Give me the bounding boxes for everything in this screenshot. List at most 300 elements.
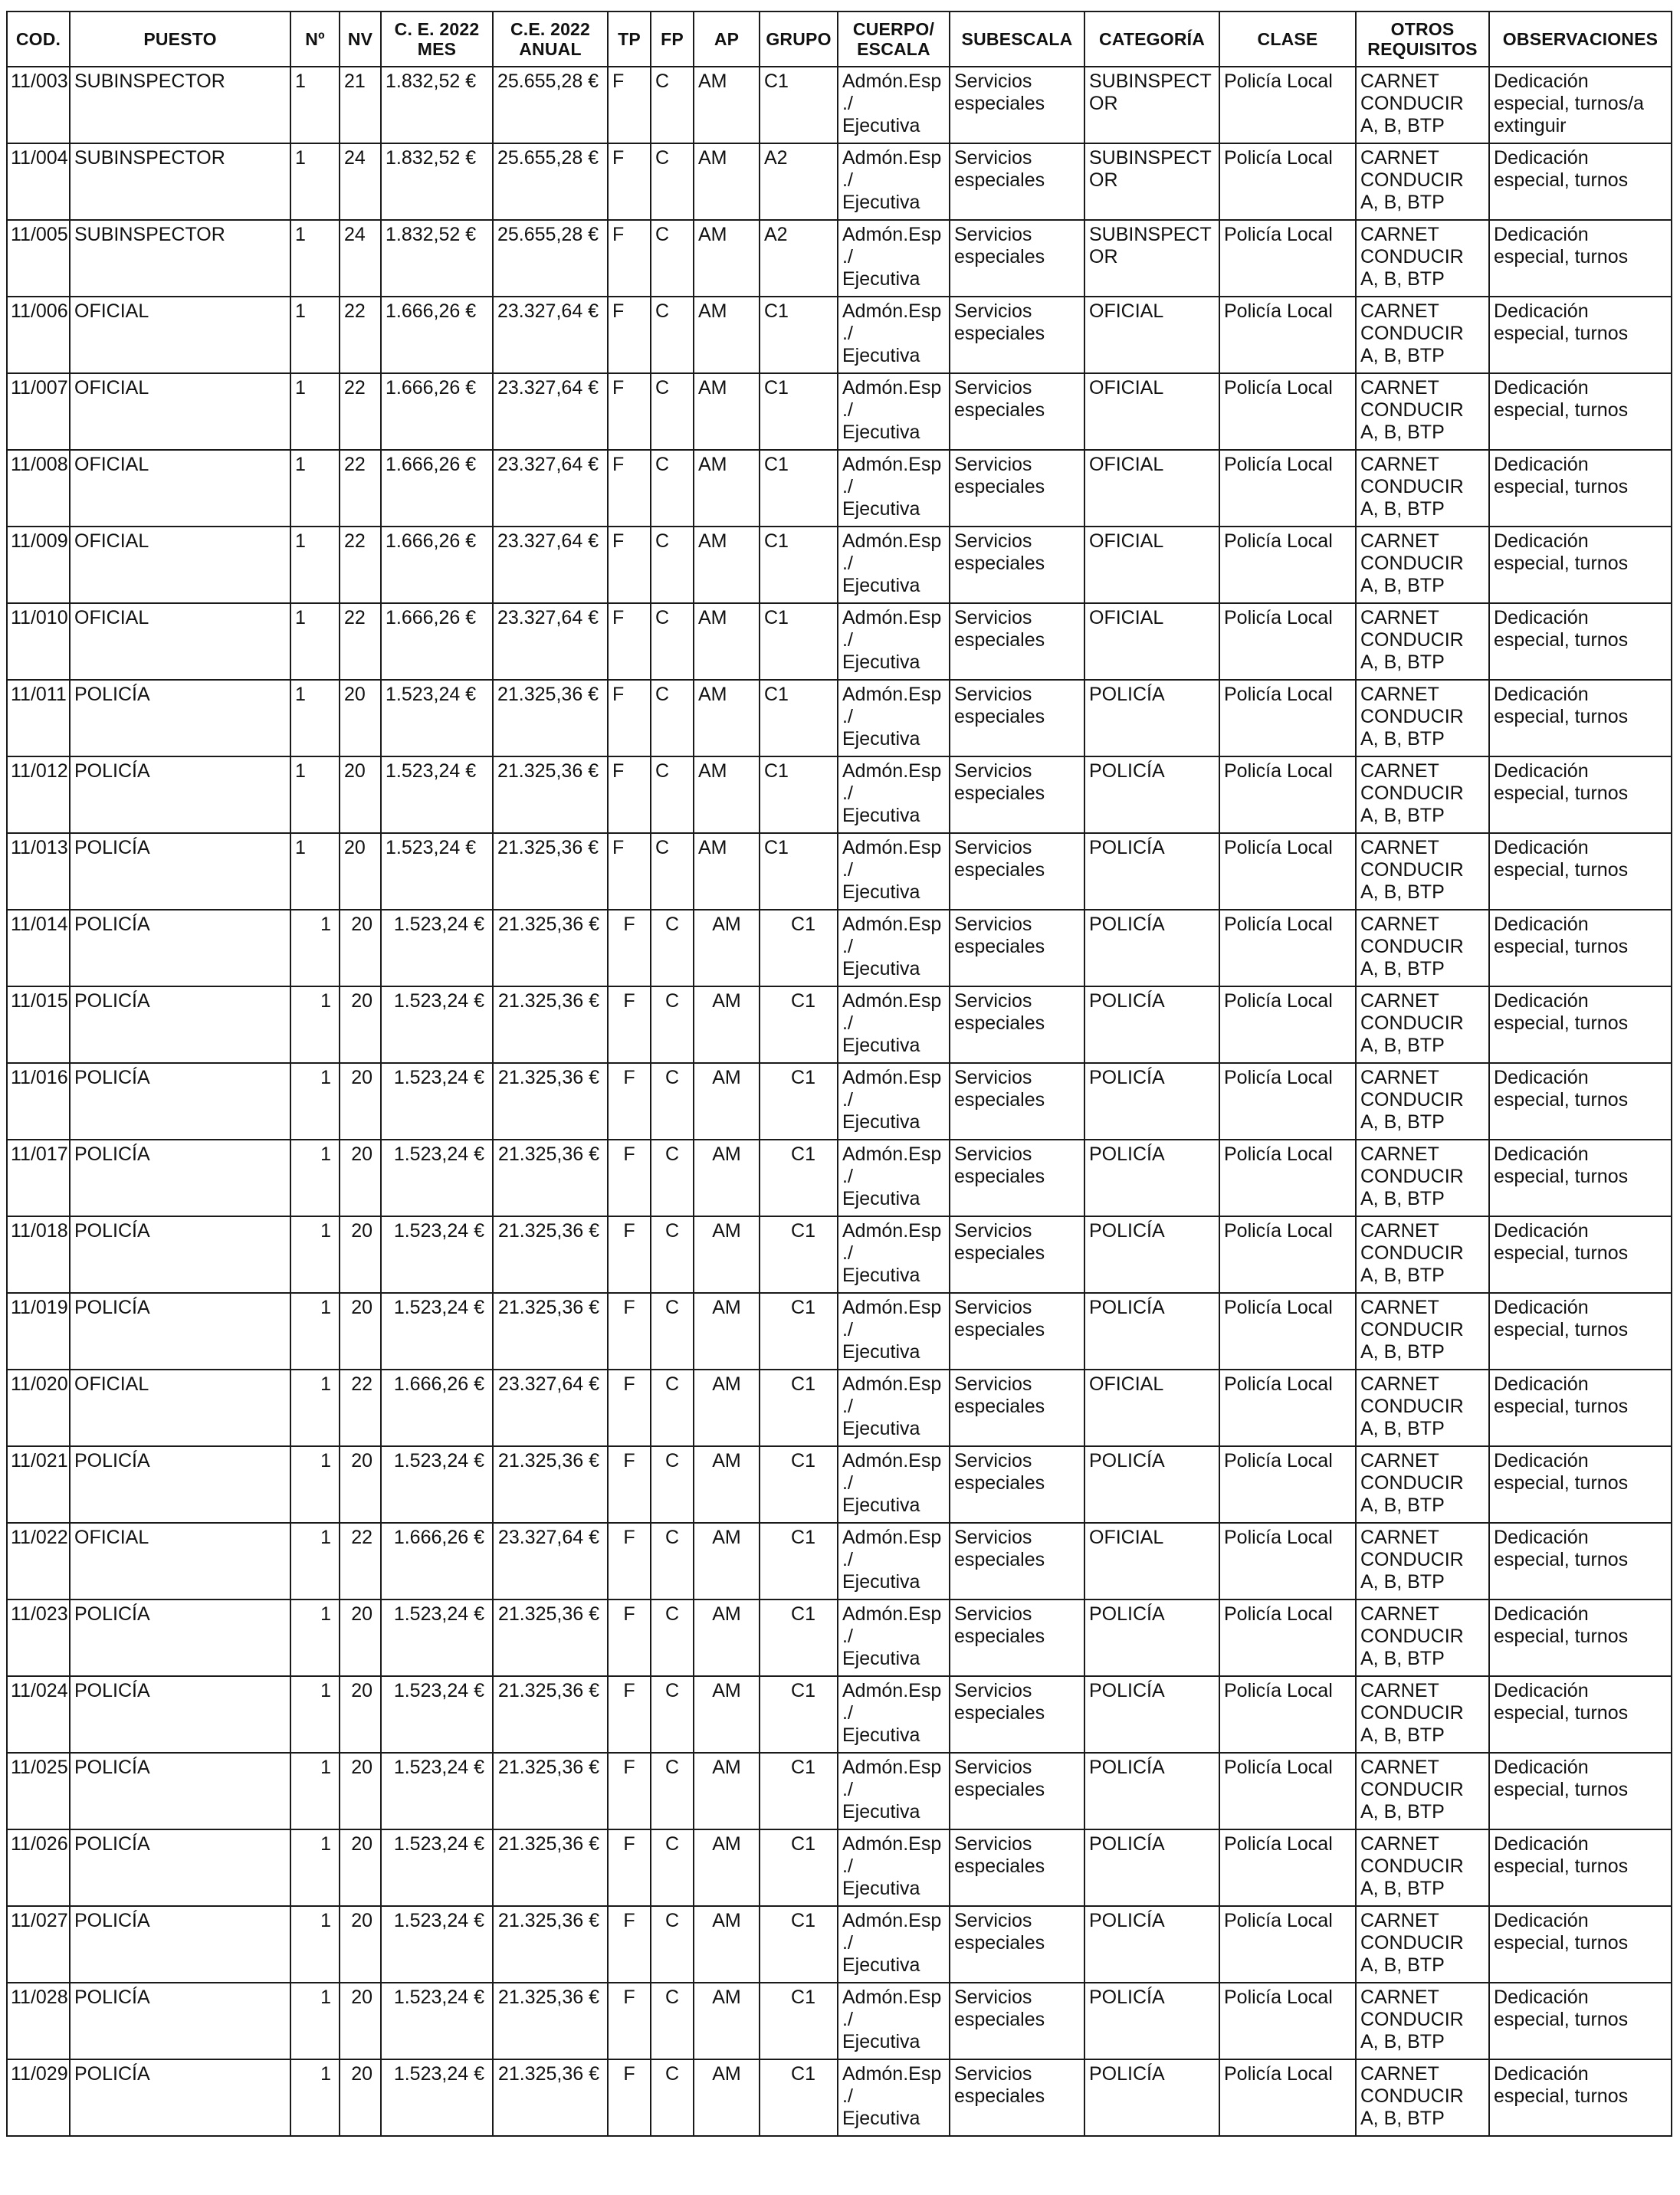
table-row (7, 1446, 1672, 1523)
table-row (7, 1140, 1672, 1216)
cell-puesto: POLICÍA (70, 986, 290, 1063)
cell-categoria: POLICÍA (1084, 833, 1219, 910)
cell-puesto: POLICÍA (70, 756, 290, 833)
cell-num: 1 (290, 373, 340, 450)
cell-grupo: C1 (760, 986, 838, 1063)
cell-categoria: OFICIAL (1084, 527, 1219, 603)
cell-ap: AM (694, 1753, 760, 1829)
cell-nv: 20 (340, 1753, 381, 1829)
cell-ce-anual: 23.327,64 € (493, 527, 608, 603)
cell-cod: 11/007 (7, 373, 70, 450)
cell-subescala: Servicios especiales (950, 527, 1084, 603)
cell-num: 1 (290, 1140, 340, 1216)
cell-observaciones: Dedicación especial, turnos (1489, 1370, 1672, 1446)
cell-cod: 11/017 (7, 1140, 70, 1216)
cell-cuerpo-escala: Admón.Esp ./ Ejecutiva (838, 1599, 950, 1676)
cell-tp: F (608, 1906, 651, 1983)
cell-ap: AM (694, 1983, 760, 2059)
cell-ce-mes: 1.666,26 € (381, 1370, 493, 1446)
cell-cuerpo-escala: Admón.Esp ./ Ejecutiva (838, 143, 950, 220)
cell-otros-requisitos: CARNET CONDUCIR A, B, BTP (1356, 143, 1489, 220)
cell-nv: 20 (340, 1216, 381, 1293)
header-observaciones: OBSERVACIONES (1489, 11, 1672, 67)
header-nv: NV (340, 11, 381, 67)
cell-ap: AM (694, 373, 760, 450)
table-row (7, 1370, 1672, 1446)
cell-cod: 11/027 (7, 1906, 70, 1983)
cell-clase: Policía Local (1219, 297, 1356, 373)
cell-tp: F (608, 1140, 651, 1216)
cell-ce-anual: 21.325,36 € (493, 986, 608, 1063)
cell-subescala: Servicios especiales (950, 1063, 1084, 1140)
cell-ce-mes: 1.523,24 € (381, 1446, 493, 1523)
cell-ap: AM (694, 603, 760, 680)
cell-grupo: C1 (760, 1676, 838, 1753)
cell-subescala: Servicios especiales (950, 756, 1084, 833)
header-cuerpo-escala: CUERPO/ ESCALA (838, 11, 950, 67)
cell-ce-mes: 1.666,26 € (381, 450, 493, 527)
cell-subescala: Servicios especiales (950, 67, 1084, 143)
cell-observaciones: Dedicación especial, turnos (1489, 1293, 1672, 1370)
cell-grupo: C1 (760, 1370, 838, 1446)
cell-cuerpo-escala: Admón.Esp ./ Ejecutiva (838, 2059, 950, 2136)
cell-tp: F (608, 756, 651, 833)
cell-clase: Policía Local (1219, 756, 1356, 833)
cell-cuerpo-escala: Admón.Esp ./ Ejecutiva (838, 1063, 950, 1140)
cell-clase: Policía Local (1219, 143, 1356, 220)
table-row (7, 1676, 1672, 1753)
cell-nv: 24 (340, 143, 381, 220)
cell-fp: C (651, 1140, 694, 1216)
cell-ce-anual: 21.325,36 € (493, 1293, 608, 1370)
cell-observaciones: Dedicación especial, turnos (1489, 527, 1672, 603)
cell-tp: F (608, 1983, 651, 2059)
cell-nv: 22 (340, 297, 381, 373)
cell-puesto: OFICIAL (70, 297, 290, 373)
cell-num: 1 (290, 1523, 340, 1599)
table-row (7, 2059, 1672, 2136)
cell-grupo: C1 (760, 373, 838, 450)
cell-subescala: Servicios especiales (950, 1446, 1084, 1523)
table-row (7, 220, 1672, 297)
table-row (7, 450, 1672, 527)
cell-nv: 20 (340, 680, 381, 756)
header-cod: COD. (7, 11, 70, 67)
cell-puesto: POLICÍA (70, 1293, 290, 1370)
cell-ce-anual: 21.325,36 € (493, 1906, 608, 1983)
cell-puesto: POLICÍA (70, 2059, 290, 2136)
cell-categoria: POLICÍA (1084, 1829, 1219, 1906)
cell-ce-mes: 1.523,24 € (381, 2059, 493, 2136)
cell-grupo: C1 (760, 1523, 838, 1599)
cell-ce-mes: 1.523,24 € (381, 1676, 493, 1753)
cell-tp: F (608, 1523, 651, 1599)
cell-grupo: C1 (760, 1906, 838, 1983)
cell-observaciones: Dedicación especial, turnos (1489, 603, 1672, 680)
cell-ce-mes: 1.666,26 € (381, 373, 493, 450)
cell-num: 1 (290, 527, 340, 603)
cell-ap: AM (694, 450, 760, 527)
cell-num: 1 (290, 1983, 340, 2059)
cell-cuerpo-escala: Admón.Esp ./ Ejecutiva (838, 833, 950, 910)
cell-ap: AM (694, 1906, 760, 1983)
cell-categoria: POLICÍA (1084, 1906, 1219, 1983)
cell-subescala: Servicios especiales (950, 1293, 1084, 1370)
header-categoria: CATEGORÍA (1084, 11, 1219, 67)
cell-ce-anual: 21.325,36 € (493, 1829, 608, 1906)
cell-fp: C (651, 756, 694, 833)
cell-otros-requisitos: CARNET CONDUCIR A, B, BTP (1356, 67, 1489, 143)
cell-cuerpo-escala: Admón.Esp ./ Ejecutiva (838, 1216, 950, 1293)
table-row (7, 833, 1672, 910)
cell-clase: Policía Local (1219, 603, 1356, 680)
cell-tp: F (608, 450, 651, 527)
cell-num: 1 (290, 1293, 340, 1370)
cell-grupo: A2 (760, 143, 838, 220)
cell-cuerpo-escala: Admón.Esp ./ Ejecutiva (838, 1983, 950, 2059)
cell-observaciones: Dedicación especial, turnos (1489, 1829, 1672, 1906)
cell-cuerpo-escala: Admón.Esp ./ Ejecutiva (838, 1676, 950, 1753)
cell-categoria: POLICÍA (1084, 1599, 1219, 1676)
cell-puesto: POLICÍA (70, 1599, 290, 1676)
cell-grupo: C1 (760, 680, 838, 756)
cell-cod: 11/025 (7, 1753, 70, 1829)
cell-otros-requisitos: CARNET CONDUCIR A, B, BTP (1356, 986, 1489, 1063)
cell-categoria: POLICÍA (1084, 1983, 1219, 2059)
cell-ce-mes: 1.832,52 € (381, 143, 493, 220)
cell-cuerpo-escala: Admón.Esp ./ Ejecutiva (838, 220, 950, 297)
cell-ce-anual: 21.325,36 € (493, 910, 608, 986)
table-row (7, 1983, 1672, 2059)
cell-ce-mes: 1.523,24 € (381, 680, 493, 756)
cell-ce-anual: 21.325,36 € (493, 1140, 608, 1216)
header-grupo: GRUPO (760, 11, 838, 67)
cell-otros-requisitos: CARNET CONDUCIR A, B, BTP (1356, 297, 1489, 373)
cell-ap: AM (694, 833, 760, 910)
cell-fp: C (651, 1370, 694, 1446)
cell-otros-requisitos: CARNET CONDUCIR A, B, BTP (1356, 2059, 1489, 2136)
header-fp: FP (651, 11, 694, 67)
cell-fp: C (651, 1293, 694, 1370)
cell-nv: 20 (340, 1983, 381, 2059)
cell-cuerpo-escala: Admón.Esp ./ Ejecutiva (838, 1446, 950, 1523)
cell-otros-requisitos: CARNET CONDUCIR A, B, BTP (1356, 1829, 1489, 1906)
cell-tp: F (608, 527, 651, 603)
cell-nv: 20 (340, 910, 381, 986)
cell-tp: F (608, 1599, 651, 1676)
cell-subescala: Servicios especiales (950, 220, 1084, 297)
cell-num: 1 (290, 986, 340, 1063)
cell-observaciones: Dedicación especial, turnos (1489, 2059, 1672, 2136)
cell-ap: AM (694, 1216, 760, 1293)
cell-tp: F (608, 1829, 651, 1906)
cell-ce-anual: 21.325,36 € (493, 1063, 608, 1140)
cell-cod: 11/022 (7, 1523, 70, 1599)
cell-subescala: Servicios especiales (950, 1523, 1084, 1599)
table-row (7, 910, 1672, 986)
cell-grupo: C1 (760, 756, 838, 833)
cell-cuerpo-escala: Admón.Esp ./ Ejecutiva (838, 1140, 950, 1216)
cell-otros-requisitos: CARNET CONDUCIR A, B, BTP (1356, 373, 1489, 450)
cell-categoria: SUBINSPECT OR (1084, 67, 1219, 143)
cell-tp: F (608, 1216, 651, 1293)
cell-clase: Policía Local (1219, 1599, 1356, 1676)
cell-grupo: C1 (760, 1829, 838, 1906)
cell-categoria: POLICÍA (1084, 2059, 1219, 2136)
cell-grupo: C1 (760, 1140, 838, 1216)
cell-categoria: POLICÍA (1084, 1140, 1219, 1216)
cell-num: 1 (290, 2059, 340, 2136)
cell-puesto: OFICIAL (70, 1523, 290, 1599)
cell-nv: 22 (340, 373, 381, 450)
cell-num: 1 (290, 297, 340, 373)
cell-ce-mes: 1.523,24 € (381, 1829, 493, 1906)
cell-cuerpo-escala: Admón.Esp ./ Ejecutiva (838, 1293, 950, 1370)
cell-categoria: POLICÍA (1084, 1446, 1219, 1523)
cell-ce-anual: 23.327,64 € (493, 450, 608, 527)
cell-clase: Policía Local (1219, 373, 1356, 450)
cell-tp: F (608, 833, 651, 910)
cell-num: 1 (290, 1216, 340, 1293)
header-tp: TP (608, 11, 651, 67)
cell-subescala: Servicios especiales (950, 450, 1084, 527)
table-row (7, 1753, 1672, 1829)
cell-ce-mes: 1.523,24 € (381, 1293, 493, 1370)
cell-ce-anual: 21.325,36 € (493, 1599, 608, 1676)
cell-otros-requisitos: CARNET CONDUCIR A, B, BTP (1356, 833, 1489, 910)
cell-nv: 20 (340, 833, 381, 910)
cell-ap: AM (694, 1370, 760, 1446)
cell-observaciones: Dedicación especial, turnos (1489, 373, 1672, 450)
cell-ce-mes: 1.523,24 € (381, 1906, 493, 1983)
cell-num: 1 (290, 603, 340, 680)
cell-categoria: POLICÍA (1084, 680, 1219, 756)
cell-observaciones: Dedicación especial, turnos/a extinguir (1489, 67, 1672, 143)
cell-nv: 20 (340, 1676, 381, 1753)
cell-clase: Policía Local (1219, 680, 1356, 756)
cell-cuerpo-escala: Admón.Esp ./ Ejecutiva (838, 297, 950, 373)
header-ap: AP (694, 11, 760, 67)
cell-clase: Policía Local (1219, 450, 1356, 527)
cell-grupo: C1 (760, 1983, 838, 2059)
cell-fp: C (651, 1063, 694, 1140)
cell-tp: F (608, 986, 651, 1063)
cell-fp: C (651, 297, 694, 373)
cell-num: 1 (290, 1063, 340, 1140)
cell-fp: C (651, 833, 694, 910)
cell-cod: 11/005 (7, 220, 70, 297)
cell-ce-mes: 1.666,26 € (381, 603, 493, 680)
cell-cod: 11/011 (7, 680, 70, 756)
cell-ce-mes: 1.832,52 € (381, 220, 493, 297)
cell-ap: AM (694, 910, 760, 986)
cell-puesto: POLICÍA (70, 1063, 290, 1140)
cell-clase: Policía Local (1219, 1523, 1356, 1599)
cell-ap: AM (694, 1676, 760, 1753)
cell-otros-requisitos: CARNET CONDUCIR A, B, BTP (1356, 1446, 1489, 1523)
cell-otros-requisitos: CARNET CONDUCIR A, B, BTP (1356, 1906, 1489, 1983)
cell-ap: AM (694, 143, 760, 220)
cell-ce-mes: 1.523,24 € (381, 756, 493, 833)
table-row (7, 143, 1672, 220)
cell-subescala: Servicios especiales (950, 1829, 1084, 1906)
cell-cuerpo-escala: Admón.Esp ./ Ejecutiva (838, 450, 950, 527)
cell-ce-anual: 21.325,36 € (493, 1753, 608, 1829)
cell-ce-anual: 23.327,64 € (493, 297, 608, 373)
cell-tp: F (608, 2059, 651, 2136)
cell-cuerpo-escala: Admón.Esp ./ Ejecutiva (838, 67, 950, 143)
cell-cod: 11/028 (7, 1983, 70, 2059)
header-row (7, 11, 1672, 67)
cell-tp: F (608, 67, 651, 143)
cell-num: 1 (290, 910, 340, 986)
cell-otros-requisitos: CARNET CONDUCIR A, B, BTP (1356, 1063, 1489, 1140)
cell-fp: C (651, 1906, 694, 1983)
cell-clase: Policía Local (1219, 1676, 1356, 1753)
cell-observaciones: Dedicación especial, turnos (1489, 1676, 1672, 1753)
cell-clase: Policía Local (1219, 986, 1356, 1063)
cell-cod: 11/016 (7, 1063, 70, 1140)
cell-num: 1 (290, 67, 340, 143)
cell-clase: Policía Local (1219, 67, 1356, 143)
cell-num: 1 (290, 1599, 340, 1676)
cell-clase: Policía Local (1219, 1753, 1356, 1829)
cell-cuerpo-escala: Admón.Esp ./ Ejecutiva (838, 1523, 950, 1599)
cell-grupo: C1 (760, 603, 838, 680)
cell-tp: F (608, 143, 651, 220)
cell-categoria: POLICÍA (1084, 1216, 1219, 1293)
cell-puesto: POLICÍA (70, 833, 290, 910)
cell-puesto: POLICÍA (70, 1983, 290, 2059)
cell-cod: 11/018 (7, 1216, 70, 1293)
cell-otros-requisitos: CARNET CONDUCIR A, B, BTP (1356, 220, 1489, 297)
cell-puesto: POLICÍA (70, 1446, 290, 1523)
cell-fp: C (651, 1446, 694, 1523)
table-body (7, 67, 1672, 2136)
cell-fp: C (651, 603, 694, 680)
cell-nv: 21 (340, 67, 381, 143)
table-row (7, 67, 1672, 143)
cell-tp: F (608, 910, 651, 986)
cell-cuerpo-escala: Admón.Esp ./ Ejecutiva (838, 1906, 950, 1983)
cell-clase: Policía Local (1219, 220, 1356, 297)
table-row (7, 1293, 1672, 1370)
cell-nv: 20 (340, 756, 381, 833)
cell-fp: C (651, 143, 694, 220)
cell-clase: Policía Local (1219, 1140, 1356, 1216)
cell-cod: 11/006 (7, 297, 70, 373)
header-otros-requisitos: OTROS REQUISITOS (1356, 11, 1489, 67)
cell-categoria: OFICIAL (1084, 373, 1219, 450)
cell-observaciones: Dedicación especial, turnos (1489, 1523, 1672, 1599)
cell-ap: AM (694, 527, 760, 603)
cell-puesto: POLICÍA (70, 1906, 290, 1983)
cell-tp: F (608, 1446, 651, 1523)
cell-nv: 20 (340, 1829, 381, 1906)
cell-ce-anual: 21.325,36 € (493, 1983, 608, 2059)
cell-fp: C (651, 910, 694, 986)
cell-ce-anual: 21.325,36 € (493, 680, 608, 756)
cell-cuerpo-escala: Admón.Esp ./ Ejecutiva (838, 1829, 950, 1906)
cell-otros-requisitos: CARNET CONDUCIR A, B, BTP (1356, 1676, 1489, 1753)
cell-cuerpo-escala: Admón.Esp ./ Ejecutiva (838, 373, 950, 450)
cell-fp: C (651, 220, 694, 297)
cell-ce-mes: 1.523,24 € (381, 1753, 493, 1829)
cell-categoria: SUBINSPECT OR (1084, 220, 1219, 297)
cell-cod: 11/024 (7, 1676, 70, 1753)
cell-ce-mes: 1.523,24 € (381, 986, 493, 1063)
cell-ap: AM (694, 1599, 760, 1676)
cell-ce-mes: 1.832,52 € (381, 67, 493, 143)
cell-ce-anual: 23.327,64 € (493, 603, 608, 680)
cell-cuerpo-escala: Admón.Esp ./ Ejecutiva (838, 910, 950, 986)
table-row (7, 297, 1672, 373)
cell-categoria: OFICIAL (1084, 450, 1219, 527)
cell-puesto: SUBINSPECTOR (70, 67, 290, 143)
cell-observaciones: Dedicación especial, turnos (1489, 1983, 1672, 2059)
cell-fp: C (651, 680, 694, 756)
cell-categoria: OFICIAL (1084, 1523, 1219, 1599)
cell-observaciones: Dedicación especial, turnos (1489, 1216, 1672, 1293)
cell-tp: F (608, 297, 651, 373)
cell-nv: 20 (340, 986, 381, 1063)
cell-otros-requisitos: CARNET CONDUCIR A, B, BTP (1356, 450, 1489, 527)
cell-observaciones: Dedicación especial, turnos (1489, 1140, 1672, 1216)
cell-ce-anual: 23.327,64 € (493, 373, 608, 450)
table-row (7, 986, 1672, 1063)
cell-otros-requisitos: CARNET CONDUCIR A, B, BTP (1356, 756, 1489, 833)
cell-subescala: Servicios especiales (950, 833, 1084, 910)
cell-num: 1 (290, 220, 340, 297)
cell-ce-anual: 21.325,36 € (493, 1216, 608, 1293)
cell-grupo: C1 (760, 67, 838, 143)
cell-grupo: C1 (760, 527, 838, 603)
cell-subescala: Servicios especiales (950, 1599, 1084, 1676)
cell-tp: F (608, 220, 651, 297)
cell-subescala: Servicios especiales (950, 2059, 1084, 2136)
cell-observaciones: Dedicación especial, turnos (1489, 143, 1672, 220)
cell-otros-requisitos: CARNET CONDUCIR A, B, BTP (1356, 1216, 1489, 1293)
cell-ce-mes: 1.666,26 € (381, 527, 493, 603)
cell-ce-anual: 21.325,36 € (493, 833, 608, 910)
cell-categoria: POLICÍA (1084, 1293, 1219, 1370)
cell-otros-requisitos: CARNET CONDUCIR A, B, BTP (1356, 680, 1489, 756)
cell-nv: 22 (340, 1523, 381, 1599)
header-ce-mes: C. E. 2022 MES (381, 11, 493, 67)
cell-clase: Policía Local (1219, 1293, 1356, 1370)
cell-grupo: C1 (760, 1599, 838, 1676)
cell-fp: C (651, 1676, 694, 1753)
cell-cod: 11/004 (7, 143, 70, 220)
cell-cuerpo-escala: Admón.Esp ./ Ejecutiva (838, 527, 950, 603)
cell-ap: AM (694, 220, 760, 297)
cell-observaciones: Dedicación especial, turnos (1489, 1063, 1672, 1140)
cell-ce-anual: 25.655,28 € (493, 67, 608, 143)
cell-cod: 11/003 (7, 67, 70, 143)
cell-ce-mes: 1.523,24 € (381, 1216, 493, 1293)
cell-grupo: C1 (760, 1063, 838, 1140)
cell-subescala: Servicios especiales (950, 1753, 1084, 1829)
table-row (7, 373, 1672, 450)
cell-categoria: OFICIAL (1084, 1370, 1219, 1446)
cell-puesto: POLICÍA (70, 910, 290, 986)
cell-ce-anual: 21.325,36 € (493, 1676, 608, 1753)
cell-fp: C (651, 1216, 694, 1293)
cell-cod: 11/009 (7, 527, 70, 603)
cell-ce-anual: 25.655,28 € (493, 220, 608, 297)
cell-ce-mes: 1.523,24 € (381, 1063, 493, 1140)
cell-ce-anual: 21.325,36 € (493, 1446, 608, 1523)
